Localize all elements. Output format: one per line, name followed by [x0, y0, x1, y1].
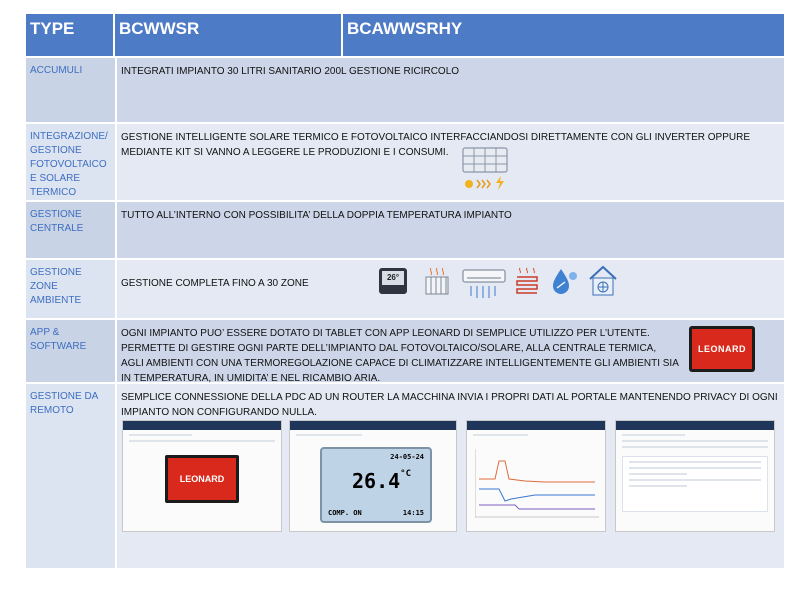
leonard-tablet	[689, 326, 755, 372]
portal-screenshot-chart	[466, 420, 606, 532]
display-date: 24-05-24	[390, 453, 424, 461]
trend-chart-icon	[475, 449, 599, 519]
portal-screenshot-leonard	[122, 420, 282, 532]
row-text: INTEGRATI IMPIANTO 30 LITRI SANITARIO 200L GESTIONE RICIRCOLO	[115, 58, 784, 122]
row-text: GESTIONE COMPLETA FINO A 30 ZONE	[121, 278, 309, 289]
air-conditioner-icon	[461, 268, 507, 302]
row-label: APP & SOFTWARE	[26, 320, 115, 382]
solar-panel-icon	[461, 146, 513, 190]
row-label: GESTIONE CENTRALE	[26, 202, 115, 258]
row-integrazione	[26, 124, 784, 202]
row-gestione-centrale	[26, 202, 784, 260]
header-bcwwsr: BCWWSR	[115, 14, 343, 56]
humidity-icon	[549, 266, 579, 298]
display-mode: COMP. ON	[328, 509, 362, 517]
row-text: SEMPLICE CONNESSIONE DELLA PDC AD UN ROUTER LA MACCHINA INVIA I PROPRI DATI AL PORTALE MANTENENDO PRIVACY DI OGNI IMPIANTO NON CONFIGURANDO NULLA.	[115, 384, 784, 568]
row-text: OGNI IMPIANTO PUO’ ESSERE DOTATO DI TABLET CON APP LEONARD DI SEMPLICE UTILIZZO PER L’UTENTE. PERMETTE DI GESTIRE OGNI PARTE DELL’IMPIANTO DAL FOTOVOLTAICO/SOLARE, ALLA CENTRALE TERMICA, AGLI AMBIENTI CON UNA TERMOREGOLAZIONE CAPACE DI CLIMATIZZARE INTELLIGENTEMENTE GLI AMBIENTI SIA IN TEMPERATURA, IN UMIDITA’ E NEL RICAMBIO ARIA.	[121, 328, 679, 384]
ventilation-house-icon	[587, 264, 619, 298]
radiator-icon	[423, 266, 451, 296]
leonard-logo: LEONARD	[179, 474, 225, 484]
thermostat-icon	[379, 268, 407, 294]
leonard-logo: LEONARD	[698, 343, 746, 354]
portal-screenshot-settings	[615, 420, 775, 532]
row-zone-ambiente	[26, 260, 784, 320]
header-type: TYPE	[26, 14, 115, 56]
table-header	[26, 14, 784, 58]
thermostat-display: 26°	[382, 271, 404, 285]
row-text: TUTTO ALL’INTERNO CON POSSIBILITA’ DELLA DOPPIA TEMPERATURA IMPIANTO	[115, 202, 784, 258]
row-label: GESTIONE ZONE AMBIENTE	[26, 260, 115, 318]
display-time: 14:15	[402, 509, 424, 517]
row-accumuli	[26, 58, 784, 124]
display-unit: °C	[400, 469, 412, 479]
row-label: GESTIONE DA REMOTO	[26, 384, 115, 568]
portal-screenshot-display	[289, 420, 457, 532]
header-bcawwsrhy: BCAWWSRHY	[347, 19, 463, 38]
display-temperature: 26.4	[352, 469, 401, 493]
row-label: ACCUMULI	[26, 58, 115, 122]
row-app-software	[26, 320, 784, 384]
floor-heating-icon	[513, 266, 541, 298]
row-text: GESTIONE INTELLIGENTE SOLARE TERMICO E FOTOVOLTAICO INTERFACCIANDOSI DIRETTAMENTE CON GLI INVERTER OPPURE MEDIANTE KIT SI VANNO A LEGGERE LE PRODUZIONI E I CONSUMI.	[121, 132, 750, 158]
row-label: INTEGRAZIONE/ GESTIONE FOTOVOLTAICO E SOLARE TERMICO	[26, 124, 115, 200]
